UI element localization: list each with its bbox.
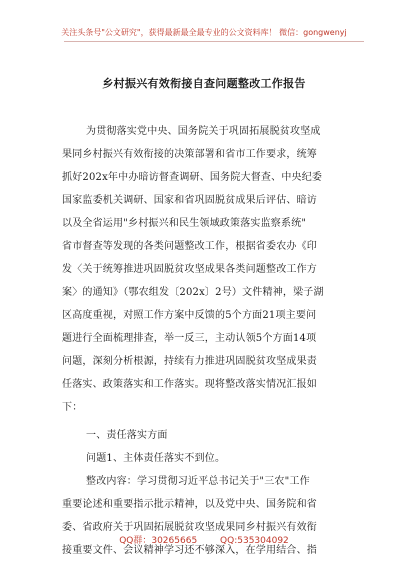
paragraph-line: 接重要文件、会议精神学习还不够深入，在学用结合、指 [62,545,317,556]
paragraph-line: 下： [62,402,83,413]
paragraph-line: 国家监委机关调研、国家和省巩固脱贫成果后评估、暗访 [62,195,317,206]
header-divider [64,41,364,42]
footer-qq-group: QQ群：30265665 [119,536,198,546]
paragraph-line: 省市督查等发现的各类问题整改工作，根据省委农办《印 [62,241,317,252]
paragraph-line: 委、省政府关于巩固拓展脱贫攻坚成果同乡村振兴有效衔 [62,522,317,533]
paragraph-line: 题进行全面梳理排查，举一反三，主动认领5个方面14项 [62,333,317,344]
paragraph-line: 以及全省运用"乡村振兴和民生领域政策落实监察系统" [62,218,307,229]
paragraph-line: 发〈关于统筹推进巩固脱贫攻坚成果各类问题整改工作方 [62,264,317,275]
section-heading: 一、责任落实方面 [86,430,168,441]
paragraph-line: 整改内容：学习贯彻习近平总书记关于"三农"工作 [86,476,310,487]
paragraph-line: 抓好202x年中办暗访督查调研、国务院大督查、中央纪委 [62,172,323,183]
paragraph-line: 任落实、政策落实和工作落实。现将整改落实情况汇报如 [62,379,317,390]
footer-contact [0,533,408,546]
header-promo-note: 关注头条号"公文研究"，获得最新最全最专业的公文资料库！ 微信：gongwenyj [61,28,347,37]
paragraph-line: 果同乡村振兴有效衔接的决策部署和省市工作要求，统筹 [62,149,317,160]
issue-heading: 问题1、主体责任落实不到位。 [86,453,226,464]
paragraph-line: 重要论述和重要指示批示精神，以及党中央、国务院和省 [62,499,317,510]
paragraph-line: 为贯彻落实党中央、国务院关于巩固拓展脱贫攻坚成 [86,126,321,137]
paragraph-line: 案〉的通知》（鄂农组发〔202x〕2号）文件精神，梁子湖 [62,287,324,298]
paragraph-line: 问题，深刻分析根源，持续有力推进巩固脱贫攻坚成果责 [62,356,317,367]
paragraph-line: 区高度重视，对照工作方案中反馈的5个方面21项主要问 [62,310,317,321]
footer-qq-contact: QQ:535304092 [220,536,289,546]
document-title: 乡村振兴有效衔接自查问题整改工作报告 [102,77,306,90]
